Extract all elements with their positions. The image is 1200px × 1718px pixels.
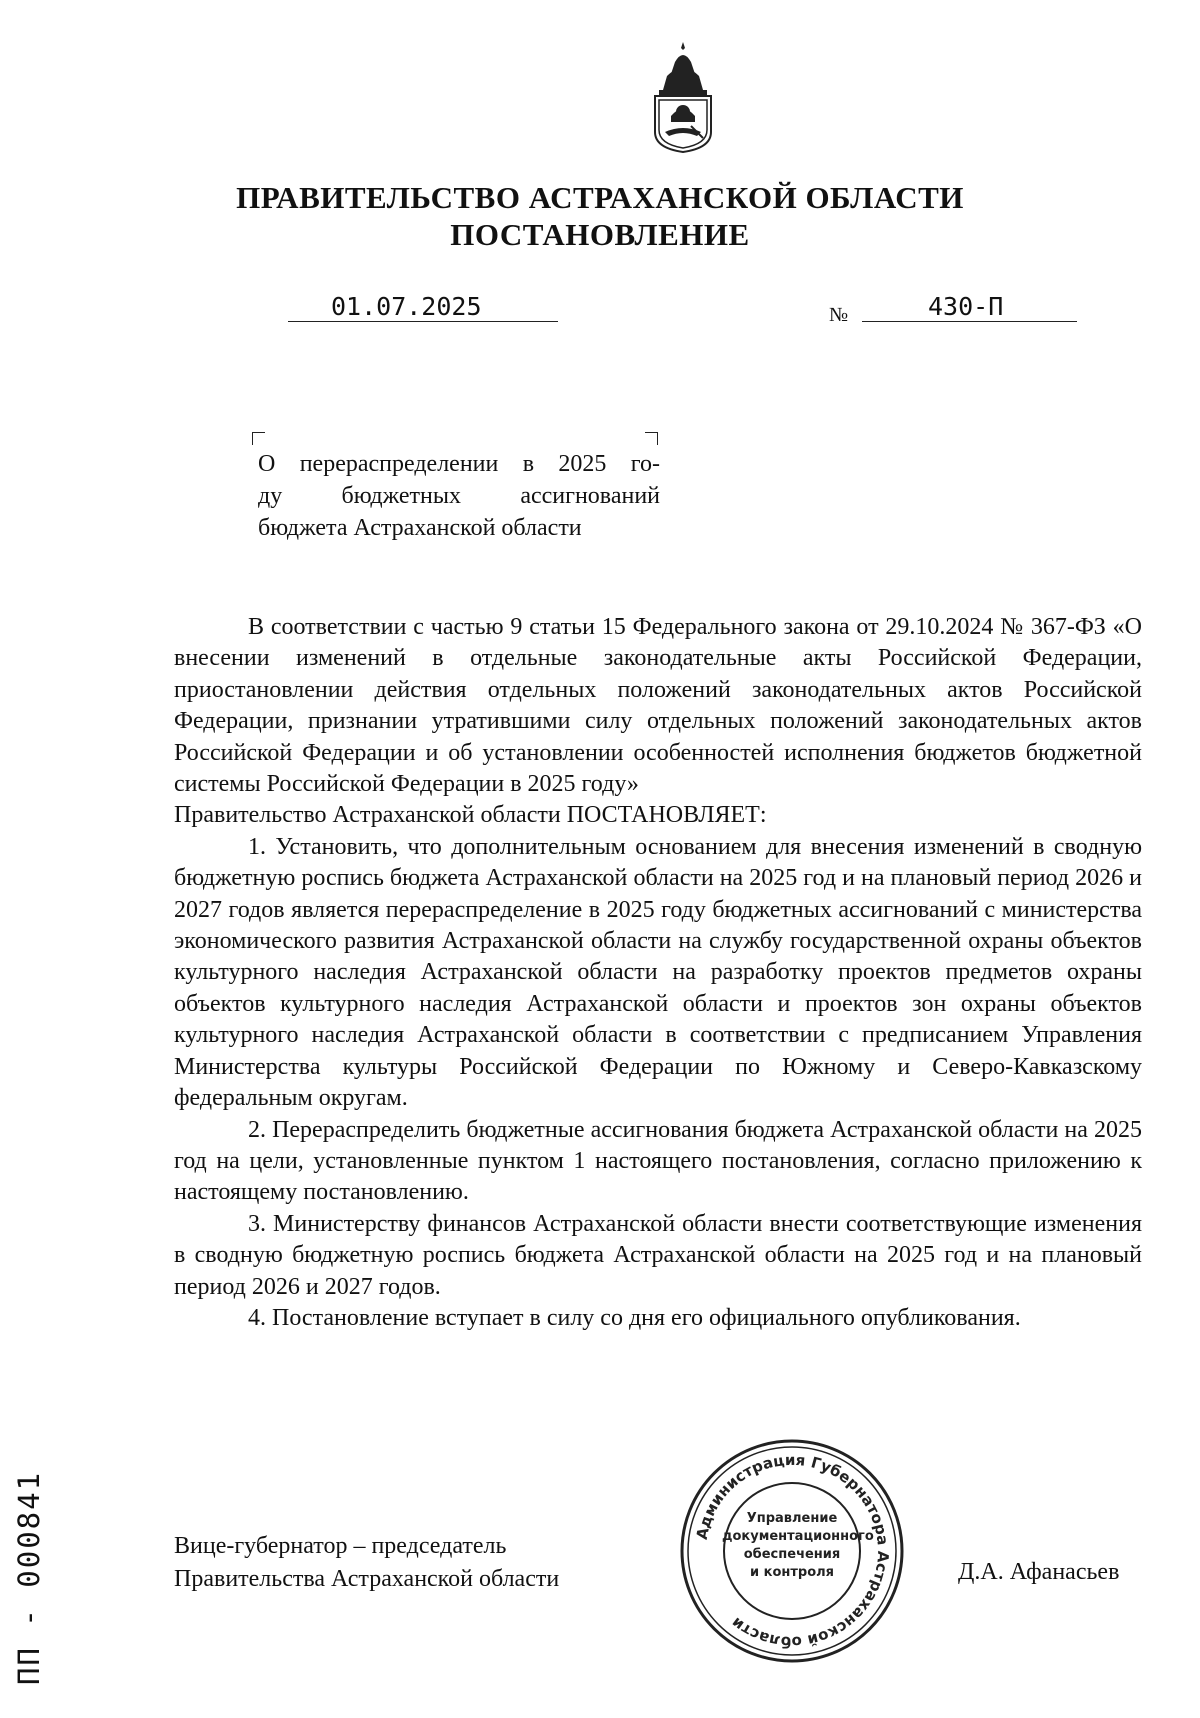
signatory-position-line: Вице-губернатор – председатель bbox=[174, 1533, 507, 1559]
signatory-name: Д.А. Афанасьев bbox=[958, 1559, 1120, 1585]
subject-bracket-right bbox=[645, 432, 658, 445]
stamp-line: и контроля bbox=[749, 1565, 834, 1580]
stamp-line: документационного bbox=[722, 1529, 874, 1544]
document-body bbox=[174, 612, 1142, 1334]
signatory-position-line: Правительства Астраханской области bbox=[174, 1566, 560, 1592]
item-paragraph-4: 4. Постановление вступает в силу со дня его официального опубликования. bbox=[248, 1304, 1021, 1331]
item-paragraph-2: 2. Перераспределить бюджетные ассигнования бюджета Астраханской области на 2025 год на цели, установленные пунктом 1 настоящего постановления, согласно приложению к настоящему постановлению. bbox=[174, 1116, 1142, 1206]
document-number: 430-П bbox=[862, 292, 1077, 322]
decree-line: Правительство Астраханской области ПОСТАНОВЛЯЕТ: bbox=[174, 802, 767, 829]
stamp-line: Управление bbox=[746, 1511, 838, 1526]
subject-line: бюджета Астраханской области bbox=[258, 515, 582, 541]
registration-code: ПП - 000841 bbox=[12, 1470, 46, 1685]
subject-bracket-left bbox=[252, 432, 265, 445]
document-date: 01.07.2025 bbox=[288, 292, 558, 322]
subject-line: ду бюджетных ассигнований bbox=[258, 483, 660, 509]
stamp-line: обеспечения bbox=[743, 1547, 841, 1562]
document-type: ПОСТАНОВЛЕНИЕ bbox=[450, 217, 750, 252]
preamble-paragraph: В соответствии с частью 9 статьи 15 Федерального закона от 29.10.2024 № 367-ФЗ «О внесении изменений в отдельные законодательные акты Российской Федерации, приостановлении действия отдельных положений законодательных актов Российской Федерации, признании утратившими силу отдельных положений законодательных актов Российской Федерации и об установлении особенностей исполнения бюджетов бюджетной системы Российской Федерации в 2025 году» bbox=[174, 614, 1142, 798]
number-sign: № bbox=[829, 304, 849, 326]
item-paragraph-1: 1. Установить, что дополнительным основанием для внесения изменений в сводную бюджетную роспись бюджета Астраханской области на 2025 год и на плановый период 2026 и 2027 годов является перераспределение в 2025 году бюджетных ассигнований с министерства экономического развития Астраханской области на службу государственной охраны объектов культурного наследия Астраханской области на разработку проектов предметов охраны объектов культурного наследия Астраханской области и проектов зон охраны объектов культурного наследия Астраханской области в соответствии с предписанием Управления Министерства культуры Российской Федерации по Южному и Северо-Кавказскому федеральным округам. bbox=[174, 833, 1142, 1112]
stamp-ring-text: Администрация Губернатора Астраханской области bbox=[692, 1450, 893, 1652]
coat-of-arms-icon bbox=[645, 40, 721, 155]
item-paragraph-3: 3. Министерству финансов Астраханской области внести соответствующие изменения в сводную бюджетную роспись бюджета Астраханской области на 2025 год и на плановый период 2026 и 2027 годов. bbox=[174, 1210, 1142, 1300]
subject-line: О перераспределении в 2025 го- bbox=[258, 451, 660, 477]
document-subject bbox=[258, 448, 660, 544]
signatory-position bbox=[174, 1530, 559, 1596]
government-title: ПРАВИТЕЛЬСТВО АСТРАХАНСКОЙ ОБЛАСТИ bbox=[236, 180, 964, 215]
stamp-center-text bbox=[722, 1510, 874, 1582]
